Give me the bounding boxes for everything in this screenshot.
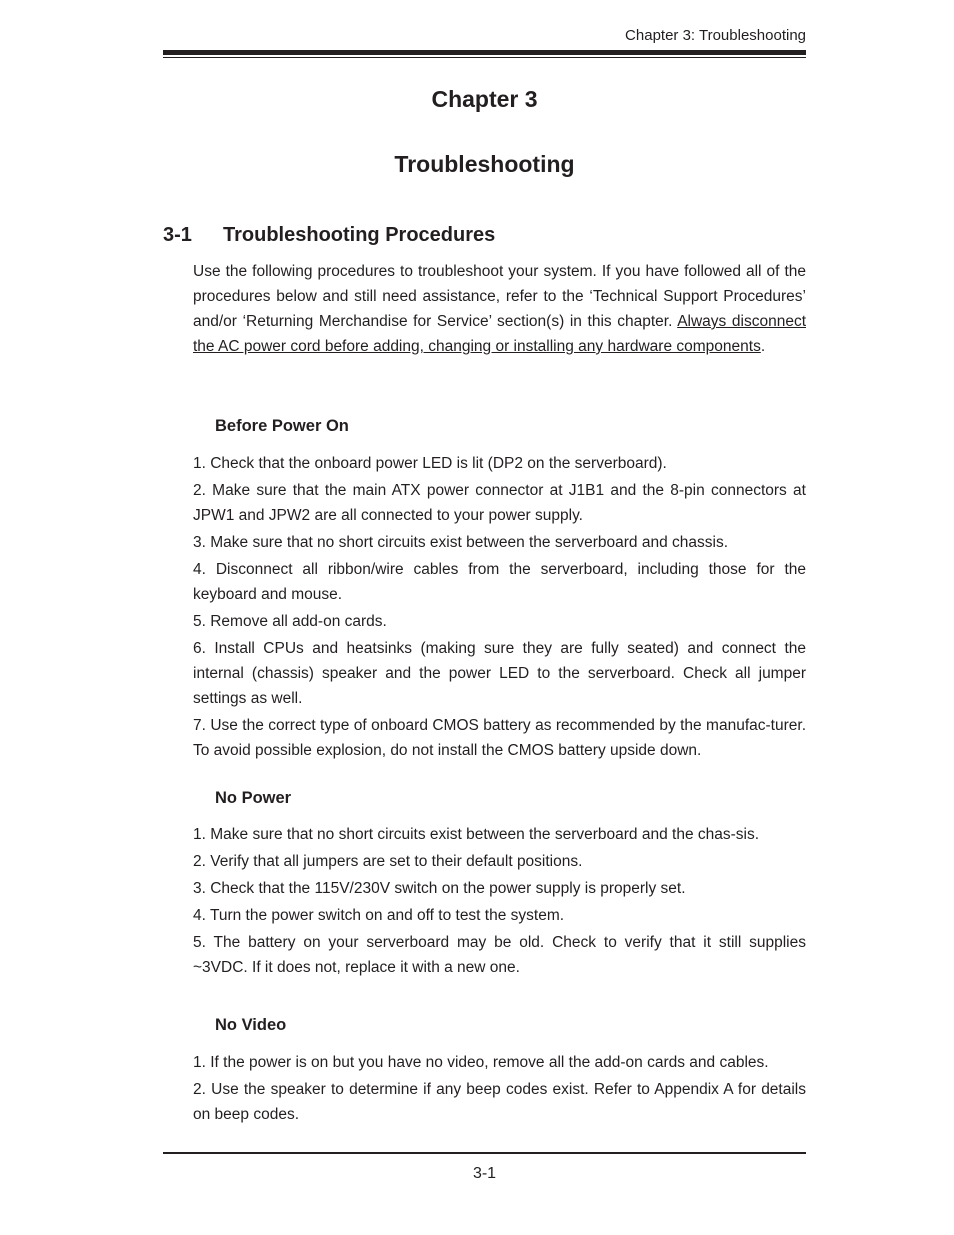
header-rule-thick	[163, 50, 806, 55]
list-item: 4. Turn the power switch on and off to test the system.	[193, 907, 565, 924]
list-item: 2. Make sure that the main ATX power connector at J1B1 and the 8-pin connectors at JPW1 and JPW2 are all connected to your power supply.	[193, 482, 806, 524]
list-item: 3. Check that the 115V/230V switch on the power supply is properly set.	[193, 880, 686, 897]
before-power-on-list	[193, 451, 806, 765]
list-item: 1. Check that the onboard power LED is lit (DP2 on the serverboard).	[193, 455, 667, 472]
chapter-title: Chapter 3	[431, 86, 538, 112]
page-number: 3-1	[472, 1165, 497, 1182]
no-power-heading: No Power	[215, 789, 292, 807]
no-video-heading: No Video	[215, 1016, 287, 1034]
chapter-subtitle: Troubleshooting	[394, 151, 575, 177]
section-heading	[163, 222, 495, 248]
before-power-on-heading: Before Power On	[215, 417, 349, 435]
footer-rule	[163, 1152, 806, 1154]
running-header: Chapter 3: Troubleshooting	[625, 27, 806, 44]
no-video-list	[193, 1050, 806, 1129]
list-item: 1. If the power is on but you have no video, remove all the add-on cards and cables.	[193, 1054, 769, 1071]
list-item: 3. Make sure that no short circuits exist between the serverboard and chassis.	[193, 534, 729, 551]
warning-period: .	[760, 338, 766, 355]
section-number: 3-1	[163, 224, 192, 246]
list-item: 6. Install CPUs and heatsinks (making sure they are fully seated) and connect the internal (chassis) speaker and the power LED to the serverboard. Check all jumper settings as well.	[193, 640, 806, 707]
list-item: 5. Remove all add-on cards.	[193, 613, 387, 630]
list-item: 2. Verify that all jumpers are set to their default positions.	[193, 853, 583, 870]
warning-text: Always disconnect the AC power cord before adding, changing or installing any hardware components	[193, 313, 806, 355]
list-item: 1. Make sure that no short circuits exist between the serverboard and the chas-sis.	[193, 826, 760, 843]
section-title: Troubleshooting Procedures	[223, 224, 496, 246]
no-power-list	[193, 822, 806, 982]
intro-paragraph	[193, 259, 806, 359]
header-rule-thin	[163, 57, 806, 58]
list-item: 4. Disconnect all ribbon/wire cables from the serverboard, including those for the keyboard and mouse.	[193, 561, 806, 603]
list-item: 7. Use the correct type of onboard CMOS battery as recommended by the manufac-turer. To avoid possible explosion, do not install the CMOS battery upside down.	[193, 717, 806, 759]
intro-text: Use the following procedures to troubleshoot your system. If you have followed all of the procedures below and still need assistance, refer to the ‘Technical Support Procedures’ and/or ‘Returning Merchandise for Service’ section(s) in this chapter.	[193, 263, 806, 330]
list-item: 5. The battery on your serverboard may be old. Check to verify that it still supplies ~3VDC. If it does not, replace it with a new one.	[193, 934, 806, 976]
list-item: 2. Use the speaker to determine if any beep codes exist. Refer to Appendix A for details on beep codes.	[193, 1081, 806, 1123]
